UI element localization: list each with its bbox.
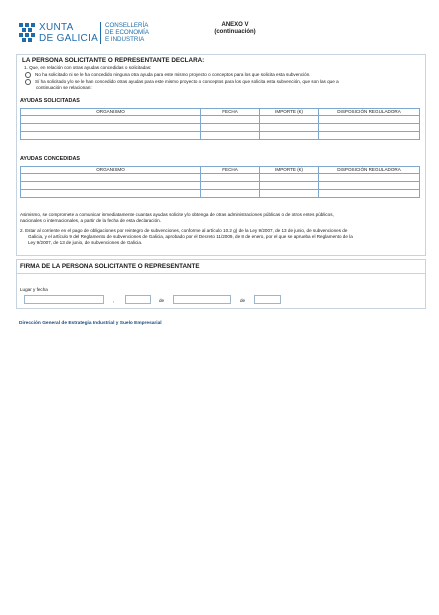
cell-fecha[interactable] bbox=[201, 124, 260, 132]
cell-disposicion[interactable] bbox=[319, 116, 420, 124]
year-input[interactable] bbox=[254, 295, 281, 304]
table-row bbox=[21, 190, 420, 198]
signature-divider bbox=[16, 273, 426, 274]
item2-line1: 2. Estar al corriente en el pago de obligaciones por reintegro de subvenciones, conforme al artículo 10.2 g) de la Ley 9/2007, de 13 de junio, de subvenciones de bbox=[20, 228, 348, 233]
place-input[interactable] bbox=[24, 295, 104, 304]
comma-separator: , bbox=[113, 298, 115, 303]
col-disposicion: DISPOSICIÓN REGULADORA bbox=[319, 167, 420, 174]
anexo-title bbox=[205, 22, 265, 36]
month-input[interactable] bbox=[173, 295, 231, 304]
table-header-row bbox=[21, 109, 420, 116]
option-no-aid[interactable] bbox=[25, 72, 420, 78]
de-label-2: de bbox=[240, 298, 246, 303]
cell-disposicion[interactable] bbox=[319, 174, 420, 182]
cell-disposicion[interactable] bbox=[319, 182, 420, 190]
cell-fecha[interactable] bbox=[201, 132, 260, 140]
item2-line3: Ley 9/2007, de 13 de junio, de subvenciones de Galicia. bbox=[28, 240, 143, 245]
cell-importe[interactable] bbox=[260, 182, 319, 190]
ayudas-solicitadas-title: AYUDAS SOLICITADAS bbox=[20, 98, 80, 104]
cell-importe[interactable] bbox=[260, 174, 319, 182]
logo-cons-line1: CONSELLERÍA bbox=[105, 22, 149, 29]
cell-importe[interactable] bbox=[260, 132, 319, 140]
option-no-aid-label: No ha solicitado ni se le ha concedido ninguna otra ayuda para este mismo proyecto o conceptos para los que solicita esta subvención. bbox=[35, 72, 311, 78]
footer-organization: Dirección General de Estrategia Industrial y Suelo Empresarial bbox=[19, 321, 162, 326]
declaration-title: LA PERSONA SOLICITANTE O REPRESENTANTE DECLARA: bbox=[22, 57, 205, 64]
cell-fecha[interactable] bbox=[201, 182, 260, 190]
col-disposicion: DISPOSICIÓN REGULADORA bbox=[319, 109, 420, 116]
table-row bbox=[21, 174, 420, 182]
commitment-text bbox=[20, 212, 424, 224]
cell-importe[interactable] bbox=[260, 116, 319, 124]
option-yes-aid-label: Sí ha solicitado y/o se le han concedido otras ayudas para este mismo proyecto o conceptos para los que solicita esta subvención, que son las que a bbox=[35, 79, 339, 85]
signature-title: FIRMA DE LA PERSONA SOLICITANTE O REPRESENTANTE bbox=[20, 263, 200, 270]
cell-organismo[interactable] bbox=[21, 132, 201, 140]
cell-organismo[interactable] bbox=[21, 182, 201, 190]
col-organismo: ORGANISMO bbox=[21, 109, 201, 116]
cell-organismo[interactable] bbox=[21, 124, 201, 132]
cell-fecha[interactable] bbox=[201, 190, 260, 198]
table-row bbox=[21, 124, 420, 132]
logo-cons-line3: E INDUSTRIA bbox=[105, 36, 145, 44]
table-row bbox=[21, 182, 420, 190]
logo-xunta-text bbox=[39, 22, 98, 44]
col-organismo: ORGANISMO bbox=[21, 167, 201, 174]
commitment-line2: nacionales o internacionales, a partir de la fecha de esta declaración. bbox=[20, 218, 161, 223]
anexo-label: ANEXO V bbox=[221, 22, 249, 28]
col-fecha: FECHA bbox=[201, 167, 260, 174]
declaration-item2 bbox=[20, 228, 424, 246]
declaration-item1: 1. Que, en relación con otras ayudas concedidas o solicitadas: bbox=[24, 65, 152, 70]
ayudas-solicitadas-table bbox=[20, 108, 420, 140]
table-row bbox=[21, 132, 420, 140]
xunta-logo bbox=[18, 22, 173, 46]
cell-organismo[interactable] bbox=[21, 190, 201, 198]
col-importe: IMPORTE (€) bbox=[260, 167, 319, 174]
ayudas-concedidas-title: AYUDAS CONCEDIDAS bbox=[20, 156, 81, 162]
day-input[interactable] bbox=[125, 295, 151, 304]
cell-disposicion[interactable] bbox=[319, 132, 420, 140]
commitment-line1: Asimismo, se compromete a comunicar inmediatamente cuantas ayudas solicite y/o obtenga de otras administraciones públicas o de otros entes públicos, bbox=[20, 212, 334, 217]
cell-disposicion[interactable] bbox=[319, 124, 420, 132]
anexo-continuation: (continuación) bbox=[214, 29, 256, 35]
option-yes-aid-label-cont: continuación se relacionan: bbox=[36, 85, 92, 90]
cell-organismo[interactable] bbox=[21, 116, 201, 124]
item2-line2: Galicia, y el artículo 9 del Reglamento de subvenciones de Galicia, aprobado por el Decreto 11/2009, de 8 de enero, por el que se aprueba el Reglamento de la bbox=[28, 234, 353, 239]
logo-cons-line2: DE ECONOMÍA bbox=[105, 29, 150, 37]
xunta-emblem-icon bbox=[18, 22, 36, 44]
cell-organismo[interactable] bbox=[21, 174, 201, 182]
table-header-row bbox=[21, 167, 420, 174]
cell-fecha[interactable] bbox=[201, 116, 260, 124]
ayudas-concedidas-table bbox=[20, 166, 420, 198]
cell-importe[interactable] bbox=[260, 190, 319, 198]
col-importe: IMPORTE (€) bbox=[260, 109, 319, 116]
logo-xunta-line2: DE GALICIA bbox=[39, 33, 99, 44]
cell-fecha[interactable] bbox=[201, 174, 260, 182]
de-label-1: de bbox=[159, 298, 165, 303]
col-fecha: FECHA bbox=[201, 109, 260, 116]
table-row bbox=[21, 116, 420, 124]
radio-no-aid[interactable] bbox=[25, 72, 31, 78]
logo-xunta-line1: XUNTA bbox=[39, 22, 74, 33]
cell-importe[interactable] bbox=[260, 124, 319, 132]
place-date-label: Lugar y fecha bbox=[20, 287, 48, 292]
radio-yes-aid[interactable] bbox=[25, 79, 31, 85]
cell-disposicion[interactable] bbox=[319, 190, 420, 198]
logo-conselleria-text bbox=[100, 22, 149, 44]
